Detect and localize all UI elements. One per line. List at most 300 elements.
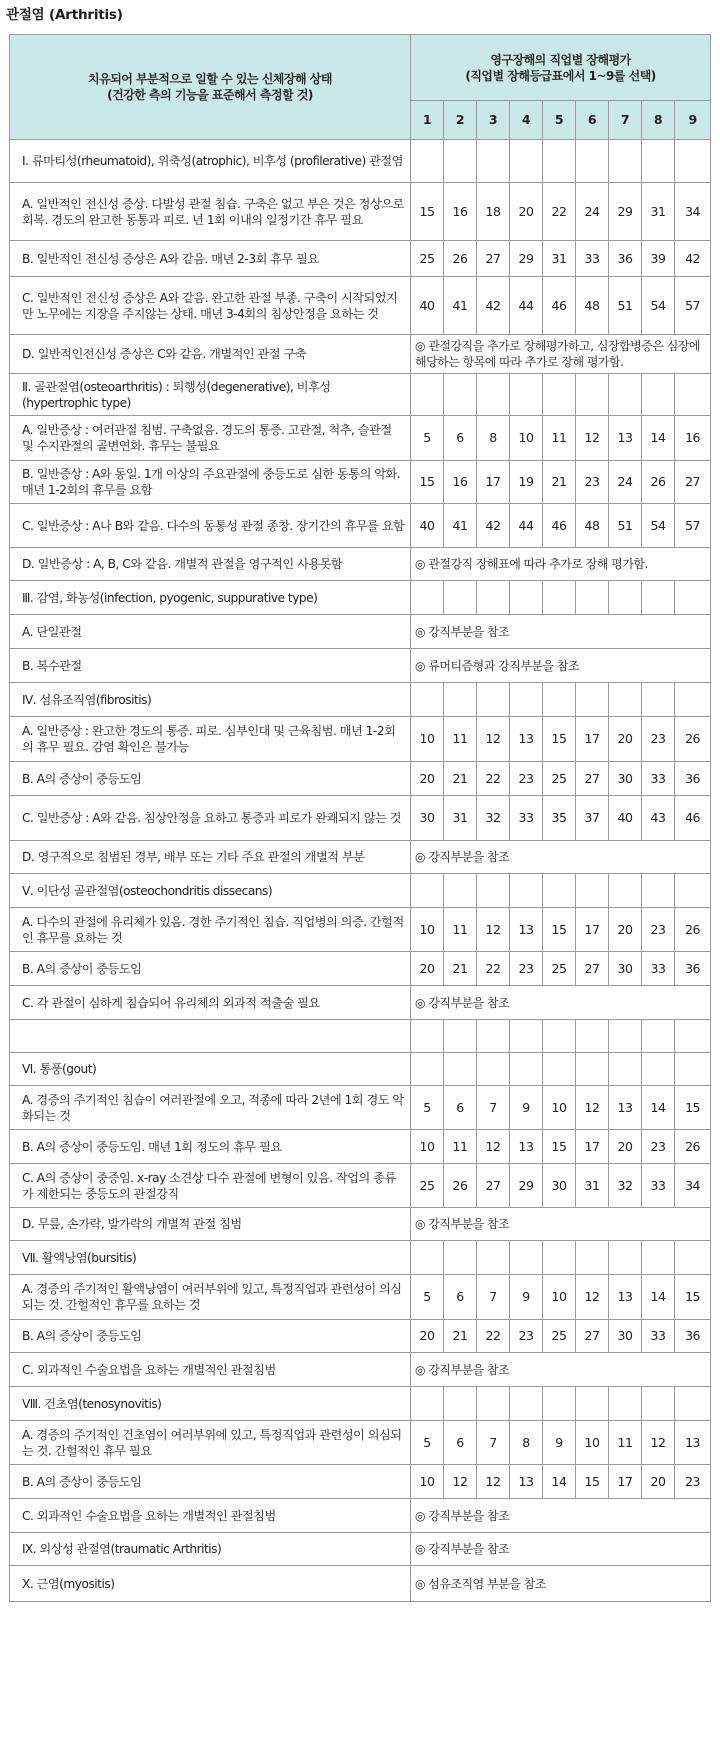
blank-cell [411, 874, 444, 908]
blank-cell [609, 1387, 642, 1421]
condition-cell: D. 무릎, 손가락, 발가락의 개별적 관절 침범 [10, 1208, 411, 1241]
grade-value-cell: 29 [510, 1164, 543, 1208]
grade-value-cell: 10 [543, 1086, 576, 1130]
grade-value-cell: 26 [444, 241, 477, 277]
grade-value-cell: 8 [477, 416, 510, 461]
reference-note-cell: ◎ 강직부분을 참조 [411, 615, 711, 649]
blank-cell [576, 1387, 609, 1421]
grade-value-cell: 20 [510, 183, 543, 241]
condition-cell: A. 경증의 주기적인 활액낭염이 여러부위에 있고, 특정직업과 관련성이 의심되는 것. 간헐적인 휴무를 요하는 것 [10, 1275, 411, 1320]
blank-cell [444, 1241, 477, 1275]
reference-note-cell: ◎ 강직부분을 참조 [411, 986, 711, 1020]
grade-value-cell: 32 [609, 1164, 642, 1208]
grade-value-cell: 5 [411, 1275, 444, 1320]
grade-value-cell: 44 [510, 277, 543, 335]
blank-cell [642, 374, 675, 416]
grade-value-cell: 51 [609, 504, 642, 548]
grade-value-cell: 34 [675, 1164, 711, 1208]
blank-cell [576, 374, 609, 416]
grade-value-cell: 41 [444, 277, 477, 335]
blank-cell [609, 1241, 642, 1275]
blank-cell [576, 683, 609, 717]
reference-note-cell: ◎ 강직부분을 참조 [411, 841, 711, 874]
reference-note-cell: ◎ 류머티즘형과 강직부분을 참조 [411, 649, 711, 683]
grade-value-cell: 22 [543, 183, 576, 241]
grade-value-cell: 6 [444, 416, 477, 461]
blank-cell [675, 683, 711, 717]
table-row [10, 952, 711, 986]
grade-value-cell: 11 [543, 416, 576, 461]
blank-cell [642, 581, 675, 615]
condition-cell: B. A의 증상이 중등도임 [10, 1465, 411, 1499]
blank-cell [411, 1387, 444, 1421]
grade-value-cell: 30 [609, 762, 642, 796]
grade-value-cell: 30 [543, 1164, 576, 1208]
blank-cell [444, 683, 477, 717]
grade-value-cell: 6 [444, 1275, 477, 1320]
condition-cell: A. 다수의 관절에 유리체가 있음. 경한 주기적인 침습. 직업병의 의증. 간헐적인 휴무를 요하는 것 [10, 908, 411, 952]
grade-value-cell: 24 [609, 461, 642, 504]
grade-value-cell: 17 [576, 1130, 609, 1164]
grade-value-cell: 33 [510, 796, 543, 841]
grade-value-cell: 43 [642, 796, 675, 841]
grade-value-cell: 30 [411, 796, 444, 841]
condition-cell: A. 경증의 주기적인 건초염이 여러부위에 있고, 특정직업과 관련성이 의심되는 것. 간헐적인 휴무 필요 [10, 1421, 411, 1465]
blank-cell [543, 140, 576, 183]
blank-cell [642, 874, 675, 908]
grade-value-cell: 36 [675, 952, 711, 986]
grade-value-cell: 10 [411, 717, 444, 762]
grade-value-cell: 25 [411, 241, 444, 277]
section-row [10, 874, 711, 908]
blank-cell [675, 374, 711, 416]
grade-value-cell: 44 [510, 504, 543, 548]
blank-cell [411, 374, 444, 416]
grade-value-cell: 33 [642, 952, 675, 986]
table-row [10, 416, 711, 461]
grade-value-cell: 15 [411, 461, 444, 504]
table-body [10, 140, 711, 1602]
grade-number-header: 6 [576, 101, 609, 140]
grade-value-cell: 26 [675, 717, 711, 762]
grade-value-cell: 15 [543, 908, 576, 952]
blank-cell [609, 140, 642, 183]
grade-value-cell: 26 [444, 1164, 477, 1208]
blank-cell [444, 874, 477, 908]
grade-value-cell: 33 [642, 762, 675, 796]
condition-cell: Ⅹ. 근염(myositis) [10, 1566, 411, 1602]
grade-value-cell: 20 [411, 762, 444, 796]
blank-cell [510, 1020, 543, 1053]
blank-cell [675, 140, 711, 183]
table-row [10, 717, 711, 762]
section-title-cell: Ⅱ. 골관절염(osteoarthritis) : 퇴행성(degenerative), 비후성 (hypertrophic type) [10, 374, 411, 416]
blank-cell [576, 140, 609, 183]
blank-cell [609, 683, 642, 717]
section-title-cell: Ⅳ. 섬유조직염(fibrositis) [10, 683, 411, 717]
grade-value-cell: 23 [642, 1130, 675, 1164]
grade-number-header: 3 [477, 101, 510, 140]
grade-value-cell: 10 [543, 1275, 576, 1320]
grade-value-cell: 6 [444, 1421, 477, 1465]
grade-value-cell: 5 [411, 1421, 444, 1465]
blank-cell [477, 1020, 510, 1053]
blank-cell [576, 874, 609, 908]
grade-value-cell: 22 [477, 952, 510, 986]
blank-cell [675, 1387, 711, 1421]
grade-value-cell: 12 [477, 1465, 510, 1499]
section-title-cell: Ⅴ. 이단성 골관절염(osteochondritis dissecans) [10, 874, 411, 908]
blank-cell [642, 1020, 675, 1053]
grade-value-cell: 14 [642, 1086, 675, 1130]
blank-cell [609, 581, 642, 615]
grade-value-cell: 5 [411, 416, 444, 461]
grade-value-cell: 17 [477, 461, 510, 504]
grade-value-cell: 23 [510, 762, 543, 796]
grade-value-cell: 34 [675, 183, 711, 241]
grade-value-cell: 15 [543, 1130, 576, 1164]
grade-value-cell: 5 [411, 1086, 444, 1130]
grade-value-cell: 40 [411, 277, 444, 335]
blank-cell [510, 374, 543, 416]
condition-cell: B. 일반적인 전신성 증상은 A와 같음. 매년 2-3회 휴무 필요 [10, 241, 411, 277]
grade-value-cell: 20 [609, 908, 642, 952]
grade-value-cell: 31 [543, 241, 576, 277]
grade-value-cell: 42 [477, 277, 510, 335]
grade-value-cell: 13 [510, 908, 543, 952]
blank-cell [642, 1241, 675, 1275]
arthritis-disability-table [9, 34, 711, 1602]
condition-cell [10, 1020, 411, 1053]
grade-value-cell: 32 [477, 796, 510, 841]
condition-cell: B. A의 증상이 중등도임 [10, 1320, 411, 1353]
grade-value-cell: 25 [543, 1320, 576, 1353]
blank-cell [675, 1053, 711, 1086]
table-row [10, 762, 711, 796]
table-row [10, 1499, 711, 1533]
grade-value-cell: 51 [609, 277, 642, 335]
condition-cell: A. 단일관절 [10, 615, 411, 649]
condition-cell: C. 외과적인 수술요법을 요하는 개별적인 관절침범 [10, 1499, 411, 1533]
table-row [10, 796, 711, 841]
grade-number-header: 5 [543, 101, 576, 140]
grade-value-cell: 17 [576, 908, 609, 952]
blank-cell [543, 1053, 576, 1086]
blank-cell [675, 874, 711, 908]
grade-number-header: 8 [642, 101, 675, 140]
grade-value-cell: 12 [642, 1421, 675, 1465]
blank-cell [477, 1387, 510, 1421]
blank-cell [444, 140, 477, 183]
table-row [10, 1130, 711, 1164]
grade-number-header: 1 [411, 101, 444, 140]
grade-number-header: 2 [444, 101, 477, 140]
condition-cell: C. 일반증상 : A와 같음. 침상안정을 요하고 통증과 피로가 완쾌되지 않는 것 [10, 796, 411, 841]
grade-value-cell: 10 [411, 908, 444, 952]
grade-value-cell: 7 [477, 1275, 510, 1320]
blank-cell [444, 581, 477, 615]
section-title-cell: Ⅲ. 감염, 화농성(infection, pyogenic, suppurative type) [10, 581, 411, 615]
grade-value-cell: 17 [609, 1465, 642, 1499]
blank-cell [543, 874, 576, 908]
blank-cell [444, 1020, 477, 1053]
grade-value-cell: 31 [444, 796, 477, 841]
blank-cell [642, 1387, 675, 1421]
grade-value-cell: 10 [411, 1130, 444, 1164]
reference-note-cell: ◎ 관절강직 장해표에 따라 추가로 장해 평가함. [411, 548, 711, 581]
grade-value-cell: 27 [576, 1320, 609, 1353]
grade-value-cell: 15 [411, 183, 444, 241]
grade-value-cell: 26 [675, 1130, 711, 1164]
grade-value-cell: 13 [609, 416, 642, 461]
blank-cell [675, 581, 711, 615]
grade-value-cell: 33 [642, 1320, 675, 1353]
grade-value-cell: 36 [675, 1320, 711, 1353]
section-row [10, 683, 711, 717]
blank-cell [609, 1020, 642, 1053]
grade-value-cell: 40 [411, 504, 444, 548]
section-row [10, 1241, 711, 1275]
grade-value-cell: 54 [642, 277, 675, 335]
grade-value-cell: 13 [609, 1275, 642, 1320]
condition-cell: A. 일반증상 : 여러관절 침범. 구축없음. 경도의 통증. 고관절, 척추, 슬관절 및 수지관절의 골변연화. 휴무는 불필요 [10, 416, 411, 461]
reference-note-cell: ◎ 강직부분을 참조 [411, 1533, 711, 1566]
table-row [10, 548, 711, 581]
grade-value-cell: 10 [411, 1465, 444, 1499]
grade-value-cell: 13 [510, 1130, 543, 1164]
grade-value-cell: 12 [477, 1130, 510, 1164]
grade-value-cell: 23 [642, 908, 675, 952]
reference-note-cell: ◎ 관절강직을 추가로 장해평가하고, 심장합병증은 심장에 해당하는 항목에 따라 추가로 장해 평가함. [411, 335, 711, 374]
blank-cell [477, 1241, 510, 1275]
grade-value-cell: 13 [609, 1086, 642, 1130]
grade-value-cell: 12 [477, 908, 510, 952]
grade-value-cell: 40 [609, 796, 642, 841]
grade-value-cell: 41 [444, 504, 477, 548]
grade-value-cell: 42 [477, 504, 510, 548]
grade-value-cell: 20 [411, 952, 444, 986]
section-title-cell: Ⅵ. 통풍(gout) [10, 1053, 411, 1086]
table-row [10, 615, 711, 649]
table-row [10, 183, 711, 241]
table-row [10, 335, 711, 374]
blank-cell [642, 1053, 675, 1086]
grade-value-cell: 22 [477, 762, 510, 796]
condition-cell: A. 경증의 주기적인 침습이 여러관절에 오고, 적종에 따라 2년에 1회 경도 악화되는 것 [10, 1086, 411, 1130]
blank-cell [576, 1241, 609, 1275]
table-row [10, 1421, 711, 1465]
section-title-cell: Ⅶ. 활액낭염(bursitis) [10, 1241, 411, 1275]
grade-value-cell: 20 [609, 1130, 642, 1164]
blank-cell [411, 1020, 444, 1053]
grade-value-cell: 30 [609, 952, 642, 986]
condition-cell: C. A의 증상이 중증임. x-ray 소견상 다수 관절에 변형이 있음. 작업의 종류가 제한되는 중등도의 관절강직 [10, 1164, 411, 1208]
grade-value-cell: 31 [642, 183, 675, 241]
grade-value-cell: 18 [477, 183, 510, 241]
condition-cell: C. 일반증상 : A나 B와 같음. 다수의 동통성 관절 종창. 장기간의 휴무를 요함 [10, 504, 411, 548]
table-row [10, 841, 711, 874]
grade-value-cell: 24 [576, 183, 609, 241]
table-row [10, 1320, 711, 1353]
blank-cell [543, 1387, 576, 1421]
blank-cell [576, 1053, 609, 1086]
grade-value-cell: 22 [477, 1320, 510, 1353]
grade-value-cell: 46 [543, 504, 576, 548]
condition-cell: C. 외과적인 수술요법을 요하는 개별적인 관절침범 [10, 1353, 411, 1387]
grade-value-cell: 10 [510, 416, 543, 461]
grade-value-cell: 9 [510, 1275, 543, 1320]
blank-cell [609, 1053, 642, 1086]
table-row [10, 1275, 711, 1320]
grade-value-cell: 33 [642, 1164, 675, 1208]
grade-value-cell: 26 [642, 461, 675, 504]
grade-value-cell: 11 [444, 908, 477, 952]
grade-value-cell: 31 [576, 1164, 609, 1208]
grade-value-cell: 23 [576, 461, 609, 504]
section-title-cell: Ⅰ. 류마티성(rheumatoid), 위축성(atrophic), 비후성 (profilerative) 관절염 [10, 140, 411, 183]
blank-cell [642, 140, 675, 183]
section-row [10, 374, 711, 416]
blank-cell [609, 874, 642, 908]
grade-value-cell: 14 [642, 1275, 675, 1320]
condition-cell: B. A의 증상이 중등도임. 매년 1회 정도의 휴무 필요 [10, 1130, 411, 1164]
grade-value-cell: 27 [477, 241, 510, 277]
grade-value-cell: 23 [510, 1320, 543, 1353]
grade-value-cell: 21 [444, 762, 477, 796]
grade-value-cell: 12 [477, 717, 510, 762]
reference-note-cell: ◎ 강직부분을 참조 [411, 1353, 711, 1387]
grade-value-cell: 29 [609, 183, 642, 241]
grade-value-cell: 27 [576, 762, 609, 796]
grade-value-cell: 16 [444, 461, 477, 504]
grade-value-cell: 16 [444, 183, 477, 241]
grade-value-cell: 27 [576, 952, 609, 986]
grade-value-cell: 27 [675, 461, 711, 504]
grade-value-cell: 11 [444, 717, 477, 762]
blank-cell [477, 874, 510, 908]
grade-number-header: 4 [510, 101, 543, 140]
section-row [10, 1387, 711, 1421]
grade-value-cell: 15 [675, 1086, 711, 1130]
grade-number-header: 7 [609, 101, 642, 140]
blank-cell [510, 874, 543, 908]
grade-value-cell: 20 [642, 1465, 675, 1499]
grade-value-cell: 35 [543, 796, 576, 841]
grade-value-cell: 21 [444, 952, 477, 986]
blank-cell [444, 1053, 477, 1086]
grade-value-cell: 33 [576, 241, 609, 277]
grade-value-cell: 21 [543, 461, 576, 504]
grade-value-cell: 20 [609, 717, 642, 762]
grade-value-cell: 15 [543, 717, 576, 762]
grade-value-cell: 29 [510, 241, 543, 277]
grade-value-cell: 9 [543, 1421, 576, 1465]
blank-cell [510, 683, 543, 717]
condition-column-header [10, 35, 411, 140]
grade-value-cell: 7 [477, 1421, 510, 1465]
grade-value-cell: 36 [609, 241, 642, 277]
blank-cell [411, 581, 444, 615]
condition-cell: D. 일반적인전신성 증상은 C와 같음. 개별적인 관절 구축 [10, 335, 411, 374]
grade-value-cell: 7 [477, 1086, 510, 1130]
table-row [10, 1086, 711, 1130]
page-title: 관절염 (Arthritis) [6, 7, 123, 23]
grade-value-cell: 37 [576, 796, 609, 841]
blank-cell [510, 1053, 543, 1086]
grade-value-cell: 30 [609, 1320, 642, 1353]
blank-cell [510, 1387, 543, 1421]
blank-cell [609, 374, 642, 416]
grade-value-cell: 23 [642, 717, 675, 762]
blank-cell [444, 1387, 477, 1421]
table-row [10, 504, 711, 548]
condition-cell: A. 일반적인 전신성 증상. 다발성 관절 침습. 구축은 없고 부은 것은 정상으로 회복. 경도의 완고한 동통과 피로. 년 1회 이내의 일정기간 휴무 필요 [10, 183, 411, 241]
grade-value-cell: 8 [510, 1421, 543, 1465]
blank-cell [510, 140, 543, 183]
grade-number-header: 9 [675, 101, 711, 140]
grade-value-cell: 15 [675, 1275, 711, 1320]
condition-cell: D. 영구적으로 침범된 경부, 배부 또는 기타 주요 관절의 개별적 부분 [10, 841, 411, 874]
blank-cell [411, 1053, 444, 1086]
grade-value-cell: 12 [576, 416, 609, 461]
grade-value-cell: 27 [477, 1164, 510, 1208]
grade-value-cell: 20 [411, 1320, 444, 1353]
blank-cell [543, 683, 576, 717]
reference-note-cell: ◎ 강직부분을 참조 [411, 1499, 711, 1533]
blank-cell [543, 1241, 576, 1275]
condition-cell: D. 일반증상 : A, B, C와 같음. 개별적 관절을 영구적인 사용못함 [10, 548, 411, 581]
blank-cell [576, 581, 609, 615]
grade-value-cell: 46 [543, 277, 576, 335]
blank-cell [477, 581, 510, 615]
section-row [10, 1053, 711, 1086]
grade-value-cell: 14 [543, 1465, 576, 1499]
grade-value-cell: 25 [411, 1164, 444, 1208]
grade-value-cell: 25 [543, 762, 576, 796]
grade-value-cell: 46 [675, 796, 711, 841]
blank-cell [543, 581, 576, 615]
grade-value-cell: 39 [642, 241, 675, 277]
grade-value-cell: 15 [576, 1465, 609, 1499]
table-row [10, 241, 711, 277]
condition-cell: C. 각 관절이 심하게 침습되어 유리체의 외과적 적출술 필요 [10, 986, 411, 1020]
blank-cell [543, 1020, 576, 1053]
grade-value-cell: 19 [510, 461, 543, 504]
table-row [10, 277, 711, 335]
blank-cell [411, 1241, 444, 1275]
table-row [10, 986, 711, 1020]
grade-header-line2: (직업별 장해등급표에서 1~9를 선택) [465, 68, 656, 83]
blank-cell [642, 683, 675, 717]
table-row [10, 908, 711, 952]
grade-value-cell: 48 [576, 504, 609, 548]
grade-value-cell: 26 [675, 908, 711, 952]
blank-cell [444, 374, 477, 416]
reference-note-cell: ◎ 섬유조직염 부분을 참조 [411, 1566, 711, 1602]
grade-value-cell: 54 [642, 504, 675, 548]
table-row [10, 1566, 711, 1602]
grade-value-cell: 25 [543, 952, 576, 986]
grade-value-cell: 48 [576, 277, 609, 335]
table-row [10, 461, 711, 504]
condition-cell: B. 복수관절 [10, 649, 411, 683]
grade-value-cell: 57 [675, 504, 711, 548]
blank-cell [576, 1020, 609, 1053]
blank-cell [510, 1241, 543, 1275]
grade-value-cell: 23 [675, 1465, 711, 1499]
grade-value-cell: 13 [675, 1421, 711, 1465]
grade-value-cell: 12 [576, 1086, 609, 1130]
